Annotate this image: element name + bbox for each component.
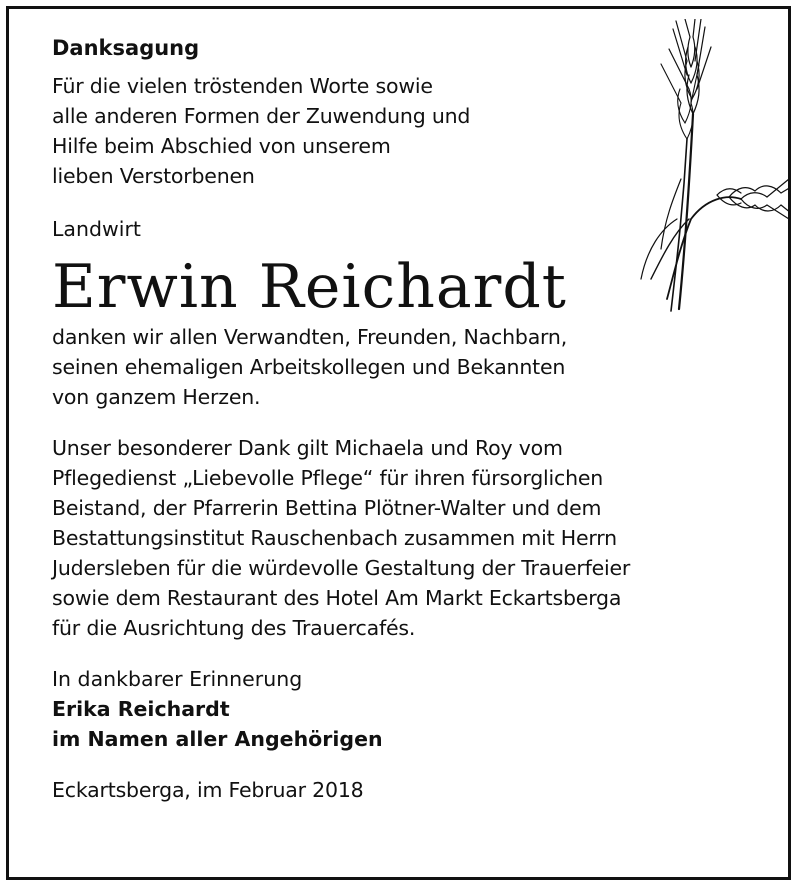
special-thanks-line: für die Ausrichtung des Trauercafés.: [52, 616, 416, 640]
thanks-line: danken wir allen Verwandten, Freunden, Nachbarn,: [52, 325, 568, 349]
wheat-icon: [621, 19, 791, 319]
intro-line: Für die vielen tröstenden Worte sowie: [52, 74, 433, 98]
special-thanks-line: Bestattungsinstitut Rauschenbach zusammen mit Herrn: [52, 526, 617, 550]
obituary-frame: [6, 6, 791, 880]
intro-paragraph: [52, 71, 652, 191]
place-date: Eckartsberga, im Februar 2018: [52, 778, 364, 802]
special-thanks-line: Judersleben für die würdevolle Gestaltung der Trauerfeier: [52, 556, 631, 580]
signature-block: [52, 664, 652, 754]
thanks-line: von ganzem Herzen.: [52, 385, 261, 409]
special-thanks-line: Unser besonderer Dank gilt Michaela und Roy vom: [52, 436, 563, 460]
special-thanks-line: Beistand, der Pfarrerin Bettina Plötner-Walter und dem: [52, 496, 602, 520]
on-behalf-line: im Namen aller Angehörigen: [52, 727, 383, 751]
special-thanks-paragraph: [52, 433, 652, 643]
deceased-name: Erwin Reichardt: [52, 252, 567, 322]
intro-line: alle anderen Formen der Zuwendung und: [52, 104, 471, 128]
signatory-name: Erika Reichardt: [52, 697, 230, 721]
special-thanks-line: sowie dem Restaurant des Hotel Am Markt Eckartsberga: [52, 586, 622, 610]
occupation: Landwirt: [52, 217, 141, 241]
thanks-line: seinen ehemaligen Arbeitskollegen und Bekannten: [52, 355, 566, 379]
intro-line: lieben Verstorbenen: [52, 164, 255, 188]
intro-line: Hilfe beim Abschied von unserem: [52, 134, 391, 158]
special-thanks-line: Pflegedienst „Liebevolle Pflege“ für ihren fürsorglichen: [52, 466, 604, 490]
thanks-paragraph: [52, 322, 652, 412]
notice-heading: Danksagung: [52, 36, 200, 60]
closing-phrase: In dankbarer Erinnerung: [52, 667, 303, 691]
notice-content: [52, 33, 652, 805]
